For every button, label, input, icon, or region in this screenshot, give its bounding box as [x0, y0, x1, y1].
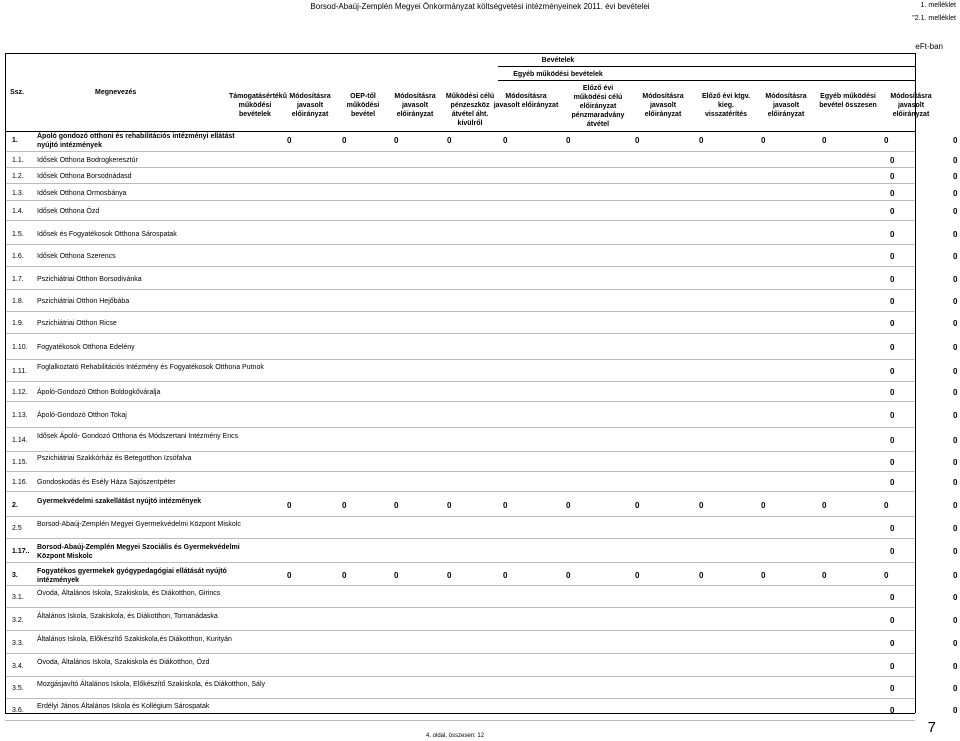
row-number: 3.6.	[12, 707, 24, 714]
row-value-total: 0	[890, 478, 895, 487]
row-number: 1.13.	[12, 412, 28, 419]
row-value-total: 0	[890, 706, 895, 715]
row-value: 0	[447, 570, 452, 580]
row-value: 0	[761, 136, 766, 145]
header-name: Megnevezés	[95, 89, 137, 96]
header-col-5: Működési célú pénzeszköz átvétel áht. kívülről	[445, 93, 495, 127]
row-name: Idősek Otthona Ormosbánya	[37, 190, 127, 197]
row-value-mod: 0	[953, 547, 958, 556]
row-value: 0	[635, 570, 640, 580]
row-value: 0	[761, 500, 766, 510]
header-col-11: Egyéb működési bevétel összesen	[819, 93, 877, 109]
row-value: 0	[822, 136, 827, 145]
row-value-mod: 0	[953, 684, 958, 693]
row-divider	[5, 630, 915, 631]
row-divider	[5, 698, 915, 699]
annex-sublabel: "2.1. melléklet	[912, 15, 956, 22]
row-value-total: 0	[890, 172, 895, 181]
row-value: 0	[953, 500, 958, 510]
row-divider	[5, 220, 915, 221]
row-name: Idősek Otthona Bodrogkeresztúr	[37, 157, 138, 164]
row-name: Gondoskodás és Esély Háza Sajószentpéter	[37, 479, 176, 486]
header-rule-sub	[498, 80, 915, 81]
row-value-total: 0	[890, 207, 895, 216]
header-col-6: Módosításra javasolt előirányzat	[493, 93, 559, 109]
row-name: Idősek Ápoló- Gondozó Otthona és Módszertani Intézmény Encs	[37, 433, 239, 440]
row-number: 1.11.	[12, 368, 28, 375]
row-number: 1.5.	[12, 230, 24, 238]
row-value-total: 0	[890, 661, 895, 671]
row-divider	[5, 491, 915, 492]
header-col-7: Előző évi működési célú előirányzat pénzmaradvány átvétel	[571, 85, 625, 128]
row-number: 1.4.	[12, 208, 24, 215]
row-name: Mozgásjavító Általános Iskola, Előkészítő Szakiskola, és Diákotthon, Sály	[37, 681, 265, 688]
row-value-total: 0	[890, 297, 895, 306]
row-name: Óvoda, Általános Iskola, Szakiskola és Diákotthon, Ózd	[37, 658, 210, 666]
header-col-9: Előző évi ktgv. kieg. visszatérítés	[701, 93, 751, 118]
row-value-total: 0	[890, 388, 895, 397]
row-value-total: 0	[890, 229, 895, 239]
page-number: 7	[927, 719, 936, 736]
row-value: 0	[884, 570, 889, 580]
row-value-total: 0	[890, 189, 895, 198]
row-name: Pszichiátriai Otthon Hejőbába	[37, 298, 130, 305]
row-value: 0	[287, 570, 292, 580]
row-value: 0	[884, 500, 889, 510]
row-value-mod: 0	[953, 638, 958, 648]
row-divider	[5, 200, 915, 201]
row-name: Borsod-Abaúj-Zemplén Megyei Szociális és Gyermekvédelmi Központ Miskolc	[37, 544, 240, 560]
row-value-total: 0	[890, 275, 895, 284]
row-name: Idősek és Fogyatékosok Otthona Sárospatak	[37, 230, 177, 238]
row-value: 0	[699, 500, 704, 510]
header-ssz: Ssz.	[10, 89, 25, 96]
header-col-3: OEP-től működési bevétel	[346, 93, 380, 118]
row-value-mod: 0	[953, 172, 958, 181]
row-name: Idősek Otthona Szerencs	[37, 253, 116, 260]
row-value-total: 0	[890, 319, 895, 328]
row-divider	[5, 183, 915, 184]
header-col-2: Módosításra javasolt előirányzat	[289, 93, 331, 118]
row-name: Ápoló gondozó otthoni és rehabilitációs intézményi ellátást nyújtó intézmények	[37, 133, 235, 149]
row-divider	[5, 720, 915, 721]
row-value: 0	[394, 136, 399, 145]
row-value: 0	[699, 570, 704, 580]
row-divider	[5, 676, 915, 677]
row-value-total: 0	[890, 436, 895, 445]
row-value: 0	[503, 570, 508, 580]
row-divider	[5, 585, 915, 586]
row-number: 2.5	[12, 525, 22, 532]
row-value-mod: 0	[953, 252, 958, 261]
row-value: 0	[394, 500, 399, 510]
row-name: Borsod-Abaúj-Zemplén Megyei Gyermekvédelmi Központ Miskolc	[37, 521, 241, 528]
row-value-total: 0	[890, 547, 895, 556]
row-value-total: 0	[890, 252, 895, 261]
row-divider	[5, 359, 915, 360]
row-value-total: 0	[890, 367, 895, 376]
row-value: 0	[953, 570, 958, 580]
row-value-total: 0	[890, 593, 895, 602]
row-value-total: 0	[890, 343, 895, 352]
row-number: 3.	[12, 571, 18, 579]
row-divider	[5, 333, 915, 334]
row-name: Gyermekvédelmi szakellátást nyújtó intézmények	[37, 497, 202, 505]
row-number: 1.16.	[12, 479, 28, 486]
row-value: 0	[447, 136, 452, 145]
row-value-mod: 0	[953, 615, 958, 625]
row-name: Erdélyi János Általános Iskola és Kollégium Sárospatak	[37, 703, 210, 710]
header-col-4: Módosításra javasolt előirányzat	[394, 93, 436, 118]
row-divider	[5, 381, 915, 382]
row-value-mod: 0	[953, 436, 958, 445]
header-col-12: Módosításra javasolt előirányzat	[890, 93, 932, 118]
row-value: 0	[635, 500, 640, 510]
row-number: 1.17..	[12, 548, 30, 555]
unit-label: eFt-ban	[915, 42, 943, 51]
row-value: 0	[566, 570, 571, 580]
row-number: 3.1.	[12, 594, 24, 601]
row-value: 0	[822, 570, 827, 580]
row-number: 1.12.	[12, 389, 28, 396]
header-col-10: Módosításra javasolt előirányzat	[765, 93, 807, 118]
row-value-total: 0	[890, 615, 895, 625]
row-number: 1.2.	[12, 173, 24, 180]
row-value: 0	[503, 136, 508, 145]
row-value-mod: 0	[953, 343, 958, 352]
row-value: 0	[699, 136, 704, 145]
row-value: 0	[761, 570, 766, 580]
row-divider	[5, 516, 915, 517]
row-divider	[5, 538, 915, 539]
document-title: Borsod-Abaúj-Zemplén Megyei Önkormányzat költségvetési intézményeinek 2011. évi bevételei	[310, 2, 650, 11]
row-value: 0	[566, 136, 571, 145]
row-value: 0	[342, 500, 347, 510]
row-value: 0	[822, 500, 827, 510]
row-value-mod: 0	[953, 411, 958, 420]
row-number: 1.9.	[12, 320, 24, 327]
row-number: 1.7.	[12, 276, 24, 283]
row-name: Ápoló-Gondozó Otthon Tokaj	[37, 412, 127, 419]
row-divider	[5, 289, 915, 290]
row-value-mod: 0	[953, 706, 958, 715]
row-number: 1.14.	[12, 437, 28, 444]
row-value-mod: 0	[953, 524, 958, 533]
row-value: 0	[503, 500, 508, 510]
table-bottom-border	[5, 713, 915, 714]
row-value-total: 0	[890, 638, 895, 648]
row-number: 3.5.	[12, 685, 24, 692]
row-divider	[5, 401, 915, 402]
row-value: 0	[342, 570, 347, 580]
row-number: 3.3.	[12, 639, 24, 647]
row-value-total: 0	[890, 156, 895, 165]
row-number: 2.	[12, 501, 18, 509]
row-value-mod: 0	[953, 478, 958, 487]
row-value-mod: 0	[953, 207, 958, 216]
row-divider	[5, 471, 915, 472]
row-value-mod: 0	[953, 297, 958, 306]
row-name: Foglalkoztató Rehabilitációs Intézmény és Fogyatékosok Otthona Putnok	[37, 364, 264, 371]
header-bevetelek: Bevételek	[541, 57, 575, 64]
annex-label: 1. melléklet	[920, 2, 956, 9]
row-divider	[5, 151, 915, 152]
row-value-mod: 0	[953, 189, 958, 198]
header-rule-mid	[498, 66, 915, 67]
row-divider	[5, 266, 915, 267]
row-value-total: 0	[890, 524, 895, 533]
row-name: Óvoda, Általános Iskola, Szakiskola, és Diákotthon, Girincs	[37, 590, 221, 597]
row-name: Fogyatékosok Otthona Edelény	[37, 344, 135, 351]
row-divider	[5, 653, 915, 654]
row-value-mod: 0	[953, 229, 958, 239]
table-left-border	[5, 53, 6, 713]
row-value-mod: 0	[953, 388, 958, 397]
row-name: Idősek Otthona Borsodnádasd	[37, 173, 132, 180]
row-divider	[5, 607, 915, 608]
row-value-mod: 0	[953, 458, 958, 467]
row-value-mod: 0	[953, 661, 958, 671]
row-divider	[5, 562, 915, 563]
header-egyeb: Egyéb működési bevételek	[513, 71, 603, 78]
row-number: 1.6.	[12, 253, 24, 260]
header-col-1: Támogatásértékű működési bevételek	[229, 93, 287, 118]
row-name: Általános Iskola, Előkészítő Szakiskola,és Diákotthon, Kurityán	[37, 635, 232, 643]
row-divider	[5, 244, 915, 245]
row-number: 1.8.	[12, 298, 24, 305]
row-value-mod: 0	[953, 367, 958, 376]
row-number: 1.10.	[12, 344, 28, 351]
row-divider	[5, 427, 915, 428]
row-number: 3.2.	[12, 616, 24, 624]
row-value: 0	[566, 500, 571, 510]
table-right-border	[915, 53, 916, 713]
row-value: 0	[953, 136, 958, 145]
row-number: 1.15.	[12, 459, 28, 466]
row-number: 1.	[12, 137, 18, 144]
row-name: Fogyatékos gyermekek gyógypedagógiai ellátását nyújtó intézmények	[37, 567, 227, 584]
row-value: 0	[287, 136, 292, 145]
row-value: 0	[342, 136, 347, 145]
row-name: Általános Iskola, Szakiskola, és Diákotthon, Tornanádaska	[37, 612, 218, 620]
header-rule-top	[5, 53, 915, 54]
row-value-mod: 0	[953, 156, 958, 165]
page-footer: 4. oldal, összesen: 12	[426, 733, 485, 739]
row-value-mod: 0	[953, 319, 958, 328]
row-value-mod: 0	[953, 593, 958, 602]
row-number: 1.3.	[12, 190, 24, 197]
row-value-total: 0	[890, 411, 895, 420]
row-value: 0	[394, 570, 399, 580]
row-number: 1.1.	[12, 157, 24, 164]
row-value: 0	[635, 136, 640, 145]
header-col-8: Módosításra javasolt előirányzat	[642, 93, 684, 118]
row-divider	[5, 451, 915, 452]
row-value-mod: 0	[953, 275, 958, 284]
row-name: Ápoló-Gondozó Otthon Boldogkőváralja	[37, 389, 161, 396]
row-divider	[5, 167, 915, 168]
row-name: Pszichiátriai Szakkórház és Betegotthon Izsófalva	[37, 455, 192, 462]
row-name: Idősek Otthona Ózd	[37, 208, 100, 215]
row-name: Pszichiátriai Otthon Ricse	[37, 320, 117, 327]
row-number: 3.4.	[12, 662, 24, 670]
row-value-total: 0	[890, 458, 895, 467]
row-value: 0	[447, 500, 452, 510]
row-divider	[5, 311, 915, 312]
row-value: 0	[884, 136, 889, 145]
row-value: 0	[287, 500, 292, 510]
row-name: Pszichiátriai Otthon Borsodivánka	[37, 276, 142, 283]
row-value-total: 0	[890, 684, 895, 693]
